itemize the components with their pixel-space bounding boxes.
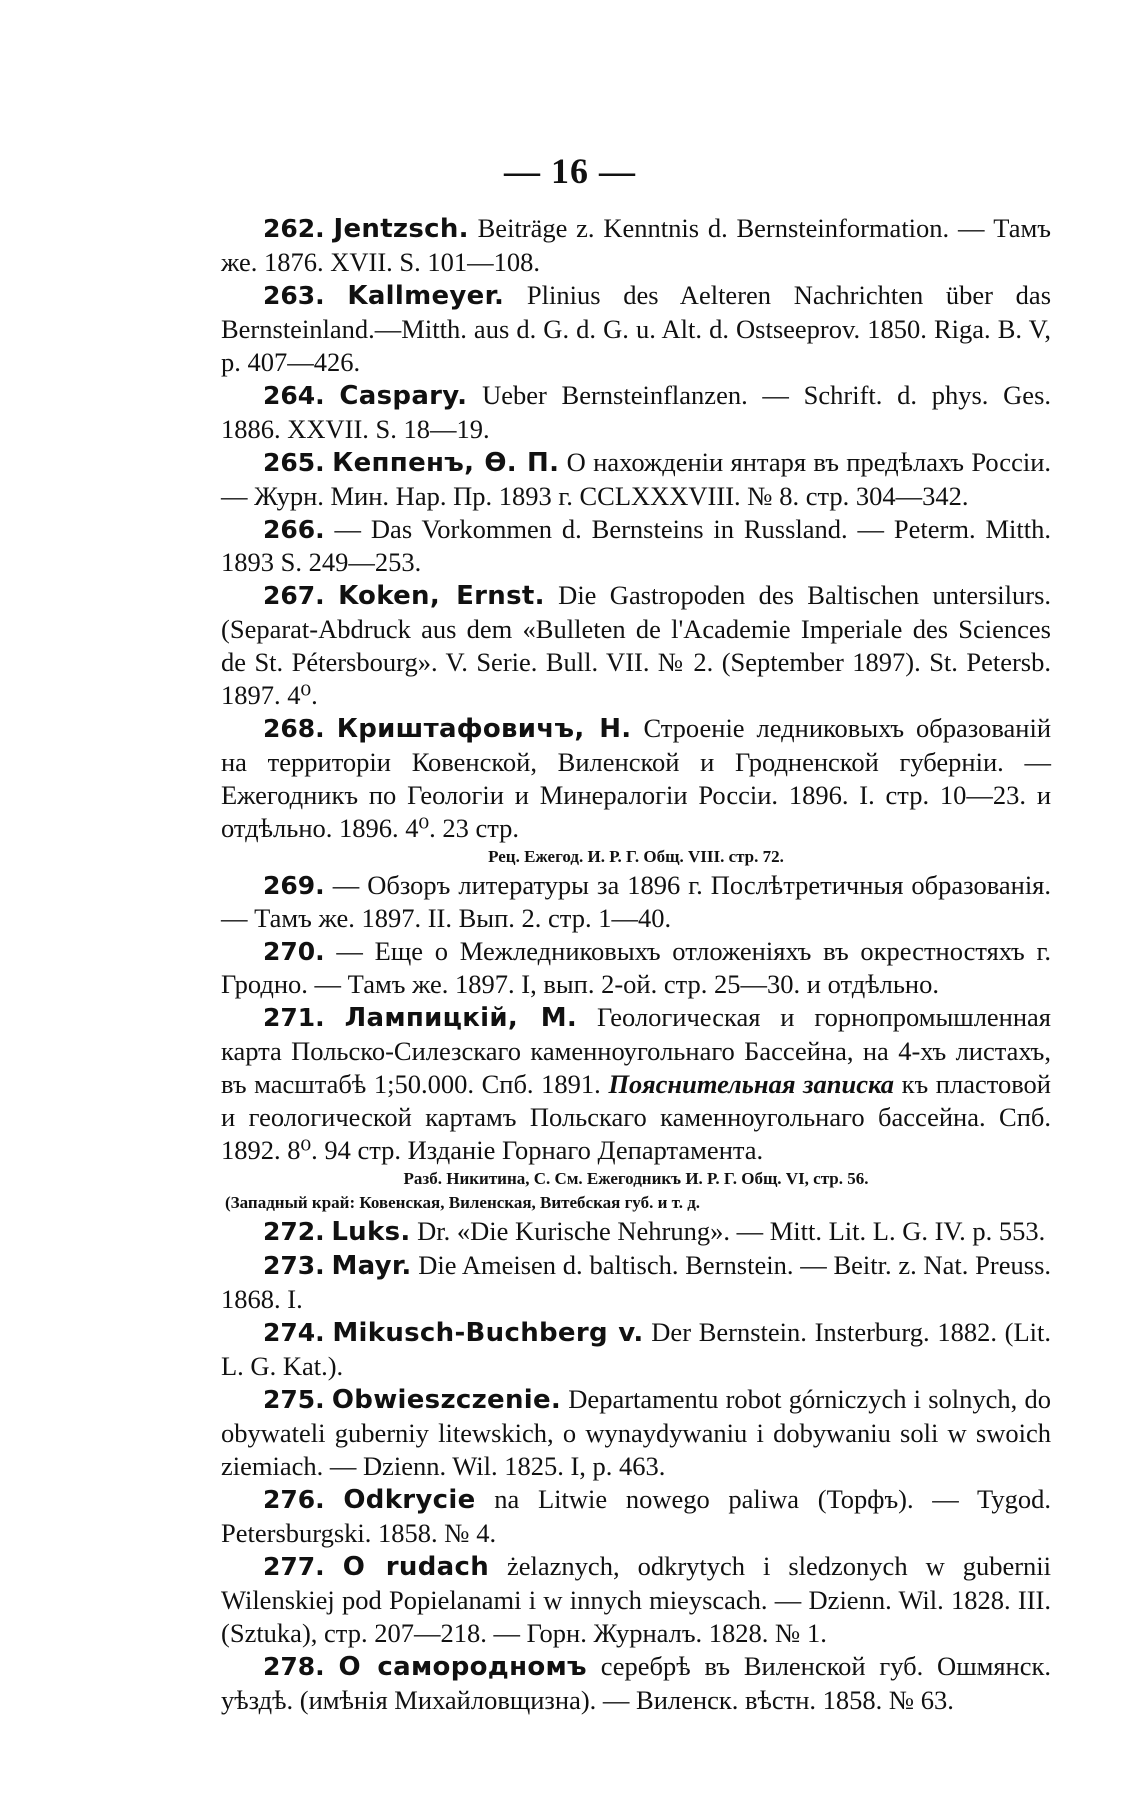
entry-text: Beiträge z. Kenntnis d. Bernsteinformation. — Тамъ же. 1876. XVII. S. 101—108. — [221, 213, 1051, 277]
entry-number: 268. — [263, 714, 325, 743]
entry-text: Die Gastropoden des Baltischen untersilurs. (Separat-Abdruck aus dem «Bulleten de l'Academie Imperiale des Sciences de St. Pétersbourg». V. Serie. Bull. VII. № 2. (September 1897). St. Petersb. 1897. 4⁰. — [221, 580, 1052, 710]
entry-277 — [221, 1550, 1051, 1650]
entry-text: żelaznych, odkrytych i sledzonych w gubernii Wilenskiej pod Popielanami i w innych mieyscach. — Dzienn. Wil. 1828. III. (Sztuka), стр. 207—218. — Горн. Журналъ. 1828. № 1. — [221, 1551, 1052, 1648]
entry-270 — [221, 935, 1051, 1001]
entry-264 — [221, 379, 1051, 446]
entry-author: Kallmeyer. — [347, 281, 505, 311]
entry-author: Odkrycie — [343, 1485, 476, 1515]
entry-author: Лампицкій, М. — [344, 1003, 578, 1033]
entry-number: 262. — [263, 214, 325, 243]
entry-262 — [221, 212, 1051, 279]
entry-text: О нахожденіи янтаря въ предѣлахъ Россіи. — Журн. Мин. Нар. Пр. 1893 г. CCLXXXVIII. № 8. стр. 304—342. — [221, 447, 1051, 511]
entry-number: 264. — [263, 381, 325, 410]
entry-italic-title: Пояснительная записка — [608, 1069, 894, 1099]
entry-author: Obwieszczenie. — [331, 1385, 562, 1415]
entry-author: Caspary. — [339, 381, 468, 411]
entry-265 — [221, 446, 1051, 513]
entry-267 — [221, 579, 1051, 712]
entry-author: O rudach — [342, 1552, 490, 1582]
entry-number: 274. — [263, 1318, 325, 1347]
review-note: (Западный край: Ковенская, Виленская, Витебская губ. и т. д. — [225, 1193, 701, 1212]
entry-272 — [221, 1215, 1051, 1249]
entry-author: Кеппенъ, Ѳ. П. — [332, 448, 560, 478]
entry-number: 263. — [263, 281, 325, 310]
entry-number: 278. — [263, 1652, 325, 1681]
entry-274 — [221, 1316, 1051, 1383]
entry-text: — Обзоръ литературы за 1896 г. Послѣтретичныя образованія. — Тамъ же. 1897. II. Вып. 2. стр. 1—40. — [221, 870, 1051, 933]
entry-number: 275. — [263, 1385, 325, 1414]
entry-number: 270. — [263, 937, 325, 966]
entry-text: Dr. «Die Kurische Nehrung». — Mitt. Lit. L. G. IV. p. 553. — [410, 1216, 1046, 1246]
entry-text: серебрѣ въ Виленской губ. Ошмянск. уѣздѣ. (имѣнія Михайловщизна). — Виленск. вѣстн. 1858. № 63. — [221, 1651, 1052, 1715]
entry-269 — [221, 869, 1051, 935]
review-note: Рец. Ежегод. И. Р. Г. Общ. VIII. стр. 72. — [488, 847, 784, 866]
entry-276 — [221, 1483, 1051, 1550]
entry-text: Строеніе ледниковыхъ образованій на территоріи Ковенской, Виленской и Гродненской губерніи. — Ежегодникъ по Геологіи и Минералогіи Россіи. 1896. I. стр. 10—23. и отдѣльно. 1896. 4⁰. 23 стр. — [221, 713, 1052, 843]
entry-author: Mikusch-Buchberg v. — [332, 1318, 644, 1348]
entry-text: — Das Vorkommen d. Bernsteins in Russland. — Peterm. Mitth. 1893 S. 249—253. — [221, 514, 1051, 577]
entry-text: Геологическая и горнопромышленная карта Польско-Силезскаго каменноугольнаго Бассейна, на 4-хъ листахъ, въ масштабѣ 1;50.000. Спб. 1891. — [221, 1002, 1051, 1099]
entry-number: 271. — [263, 1003, 325, 1032]
entry-author: Jentzsch. — [333, 214, 469, 244]
entry-author: Koken, Ernst. — [338, 581, 545, 611]
entry-278 — [221, 1650, 1051, 1717]
entry-author: Luks. — [331, 1217, 411, 1247]
entry-number: 267. — [263, 581, 325, 610]
entry-text-after: къ пластовой и геологической картамъ Польскаго каменноугольнаго бассейна. Спб. 1892. 8⁰. 94 стр. Изданіе Горнаго Департамента. — [221, 1069, 1051, 1165]
entry-number: 265. — [263, 448, 325, 477]
entry-266 — [221, 513, 1051, 579]
entry-271 — [221, 1001, 1051, 1167]
entry-number: 272. — [263, 1217, 325, 1246]
entry-number: 277. — [263, 1552, 325, 1581]
entry-263 — [221, 279, 1051, 379]
entry-number: 266. — [263, 515, 325, 544]
entry-text: — Еще о Межледниковыхъ отложеніяхъ въ окрестностяхъ г. Гродно. — Тамъ же. 1897. I, вып. 2-ой. стр. 25—30. и отдѣльно. — [221, 936, 1051, 999]
entry-text: Die Ameisen d. baltisch. Bernstein. — Beitr. z. Nat. Preuss. 1868. I. — [221, 1250, 1052, 1314]
entry-author: Криштафовичъ, Н. — [336, 714, 632, 744]
entry-268 — [221, 712, 1051, 845]
entry-number: 273. — [263, 1251, 325, 1280]
bibliography-column — [221, 212, 1051, 1717]
entry-text: Plinius des Aelteren Nachrichten über das Bernsteinland.—Mitth. aus d. G. d. G. u. Alt. d. Ostseeprov. 1850. Riga. B. V, p. 407—426. — [221, 280, 1052, 377]
page-number: — 16 — — [504, 151, 636, 191]
entry-text: Ueber Bernsteinflanzen. — Schrift. d. phys. Ges. 1886. XXVII. S. 18—19. — [221, 380, 1052, 444]
entry-275 — [221, 1383, 1051, 1483]
entry-273 — [221, 1249, 1051, 1316]
entry-author: О самородномъ — [338, 1652, 587, 1682]
entry-number: 269. — [263, 871, 325, 900]
entry-text: Der Bernstein. Insterburg. 1882. (Lit. L. G. Kat.). — [221, 1317, 1051, 1381]
entry-text: na Litwie nowego paliwa (Торфъ). — Tygod. Petersburgski. 1858. № 4. — [221, 1484, 1051, 1548]
entry-number: 276. — [263, 1485, 325, 1514]
review-note: Разб. Никитина, С. См. Ежегодникъ И. Р. Г. Общ. VI, стр. 56. — [403, 1169, 869, 1188]
entry-text: Departamentu robot górniczych i solnych, do obywateli guberniy litewskich, o wynaydywaniu i dobywaniu soli w swoich ziemiach. — Dzienn. Wil. 1825. I, p. 463. — [221, 1384, 1051, 1481]
entry-author: Mayr. — [331, 1251, 412, 1281]
